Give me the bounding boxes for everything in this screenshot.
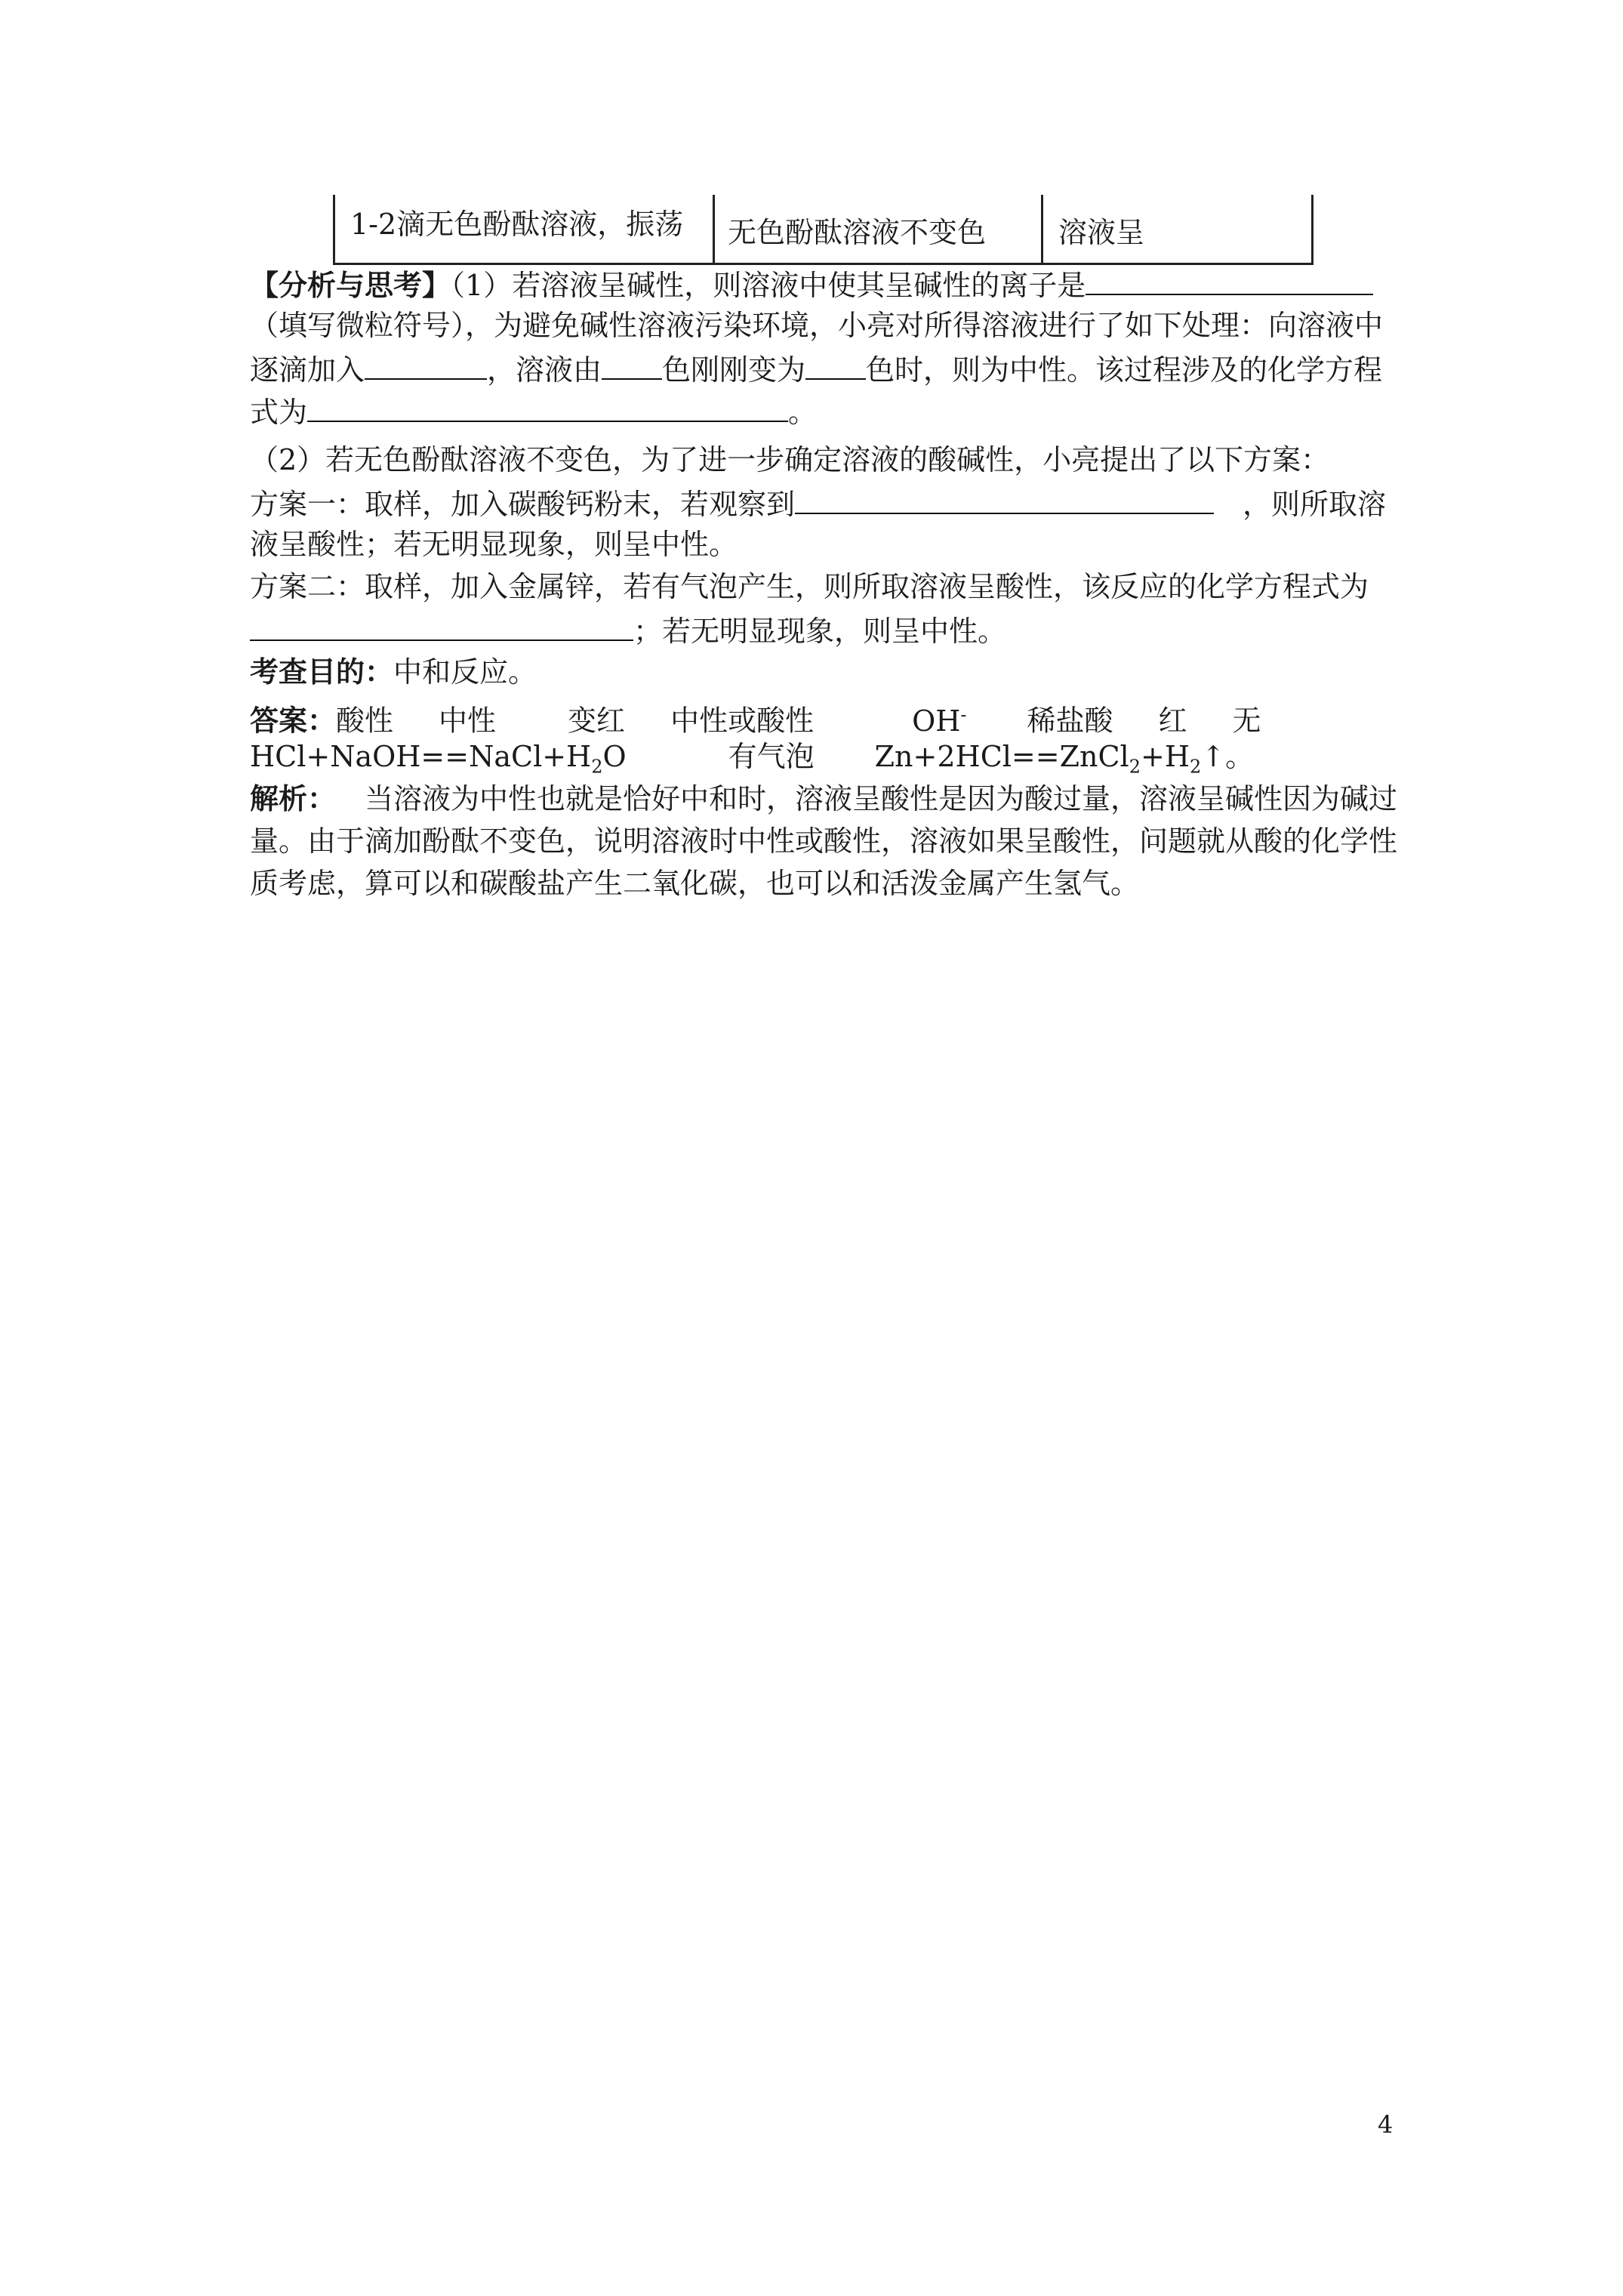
analysis-line-5: （2）若无色酚酞溶液不变色，为了进一步确定溶液的酸碱性，小亮提出了以下方案： — [250, 443, 1330, 476]
analysis-line-2: （填写微粒符号），为避免碱性溶液污染环境，小亮对所得溶液进行了如下处理：向溶液中 — [250, 309, 1384, 342]
explanation-line-1: 解析： 当溶液为中性也就是恰好中和时，溶液呈酸性是因为酸过量，溶液呈碱性因为碱过 — [250, 781, 1398, 815]
blank-equation-2 — [250, 609, 633, 641]
blank-observation — [795, 482, 1214, 514]
answer-line-1: 答案：酸性 中性 变红 中性或酸性 OH- 稀盐酸 红 无 — [250, 703, 1261, 738]
purpose-line: 考查目的：中和反应。 — [250, 655, 537, 689]
page-number: 4 — [1378, 2110, 1394, 2139]
blank-ion — [1086, 264, 1373, 295]
analysis-line-3: 逐滴加入 ，溶液由 色刚刚变为 色时，则为中性。该过程涉及的化学方程 — [250, 348, 1382, 390]
analysis-heading: 【分析与思考】 — [250, 268, 451, 302]
table-divider — [1041, 195, 1043, 263]
analysis-line-4: 式为 。 — [250, 390, 817, 432]
answer-equation-2: $Zn+2HCl==ZnCl_2+H_2↑$。 — [874, 740, 1255, 778]
blank-reagent — [365, 348, 487, 380]
answer-line-2: $HCl+NaOH==NaCl+H_2O$ 有气泡 $Zn+2HCl==ZnCl_2+H_2↑$。 — [250, 740, 1255, 778]
plan1-line-1: 方案一：取样，加入碳酸钙粉末，若观察到 ，则所取溶 — [250, 482, 1386, 524]
explanation-label: 解析： — [250, 781, 337, 815]
blank-color-to — [805, 348, 866, 380]
table-cell-operation: 1-2滴无色酚酞溶液，振荡 — [350, 208, 684, 241]
table-cell-phenomenon: 无色酚酞溶液不变色 — [728, 216, 987, 249]
experiment-table-row — [333, 195, 1313, 265]
table-divider — [713, 195, 715, 263]
plan2-line-1: 方案二：取样，加入金属锌，若有气泡产生，则所取溶液呈酸性，该反应的化学方程式为 — [250, 570, 1369, 603]
answer-label: 答案： — [250, 703, 337, 738]
analysis-line-1: 【分析与思考】（1）若溶液呈碱性，则溶液中使其呈碱性的离子是 — [250, 264, 1373, 305]
blank-equation-1 — [307, 390, 788, 422]
answer-hydroxide: OH- — [912, 704, 967, 738]
explanation-line-3: 质考虑，算可以和碳酸盐产生二氧化碳，也可以和活泼金属产生氢气。 — [250, 867, 1140, 900]
plan1-line-2: 液呈酸性；若无明显现象，则呈中性。 — [250, 528, 738, 561]
plan2-line-2: ；若无明显现象，则呈中性。 — [250, 609, 1006, 651]
blank-color-from — [602, 348, 662, 380]
purpose-label: 考查目的： — [250, 655, 394, 689]
explanation-line-2: 量。由于滴加酚酞不变色，说明溶液时中性或酸性，溶液如果呈酸性，问题就从酸的化学性 — [250, 824, 1398, 858]
answer-equation-1: $HCl+NaOH==NaCl+H_2O$ — [250, 740, 627, 778]
table-cell-conclusion: 溶液呈 — [1058, 216, 1145, 249]
